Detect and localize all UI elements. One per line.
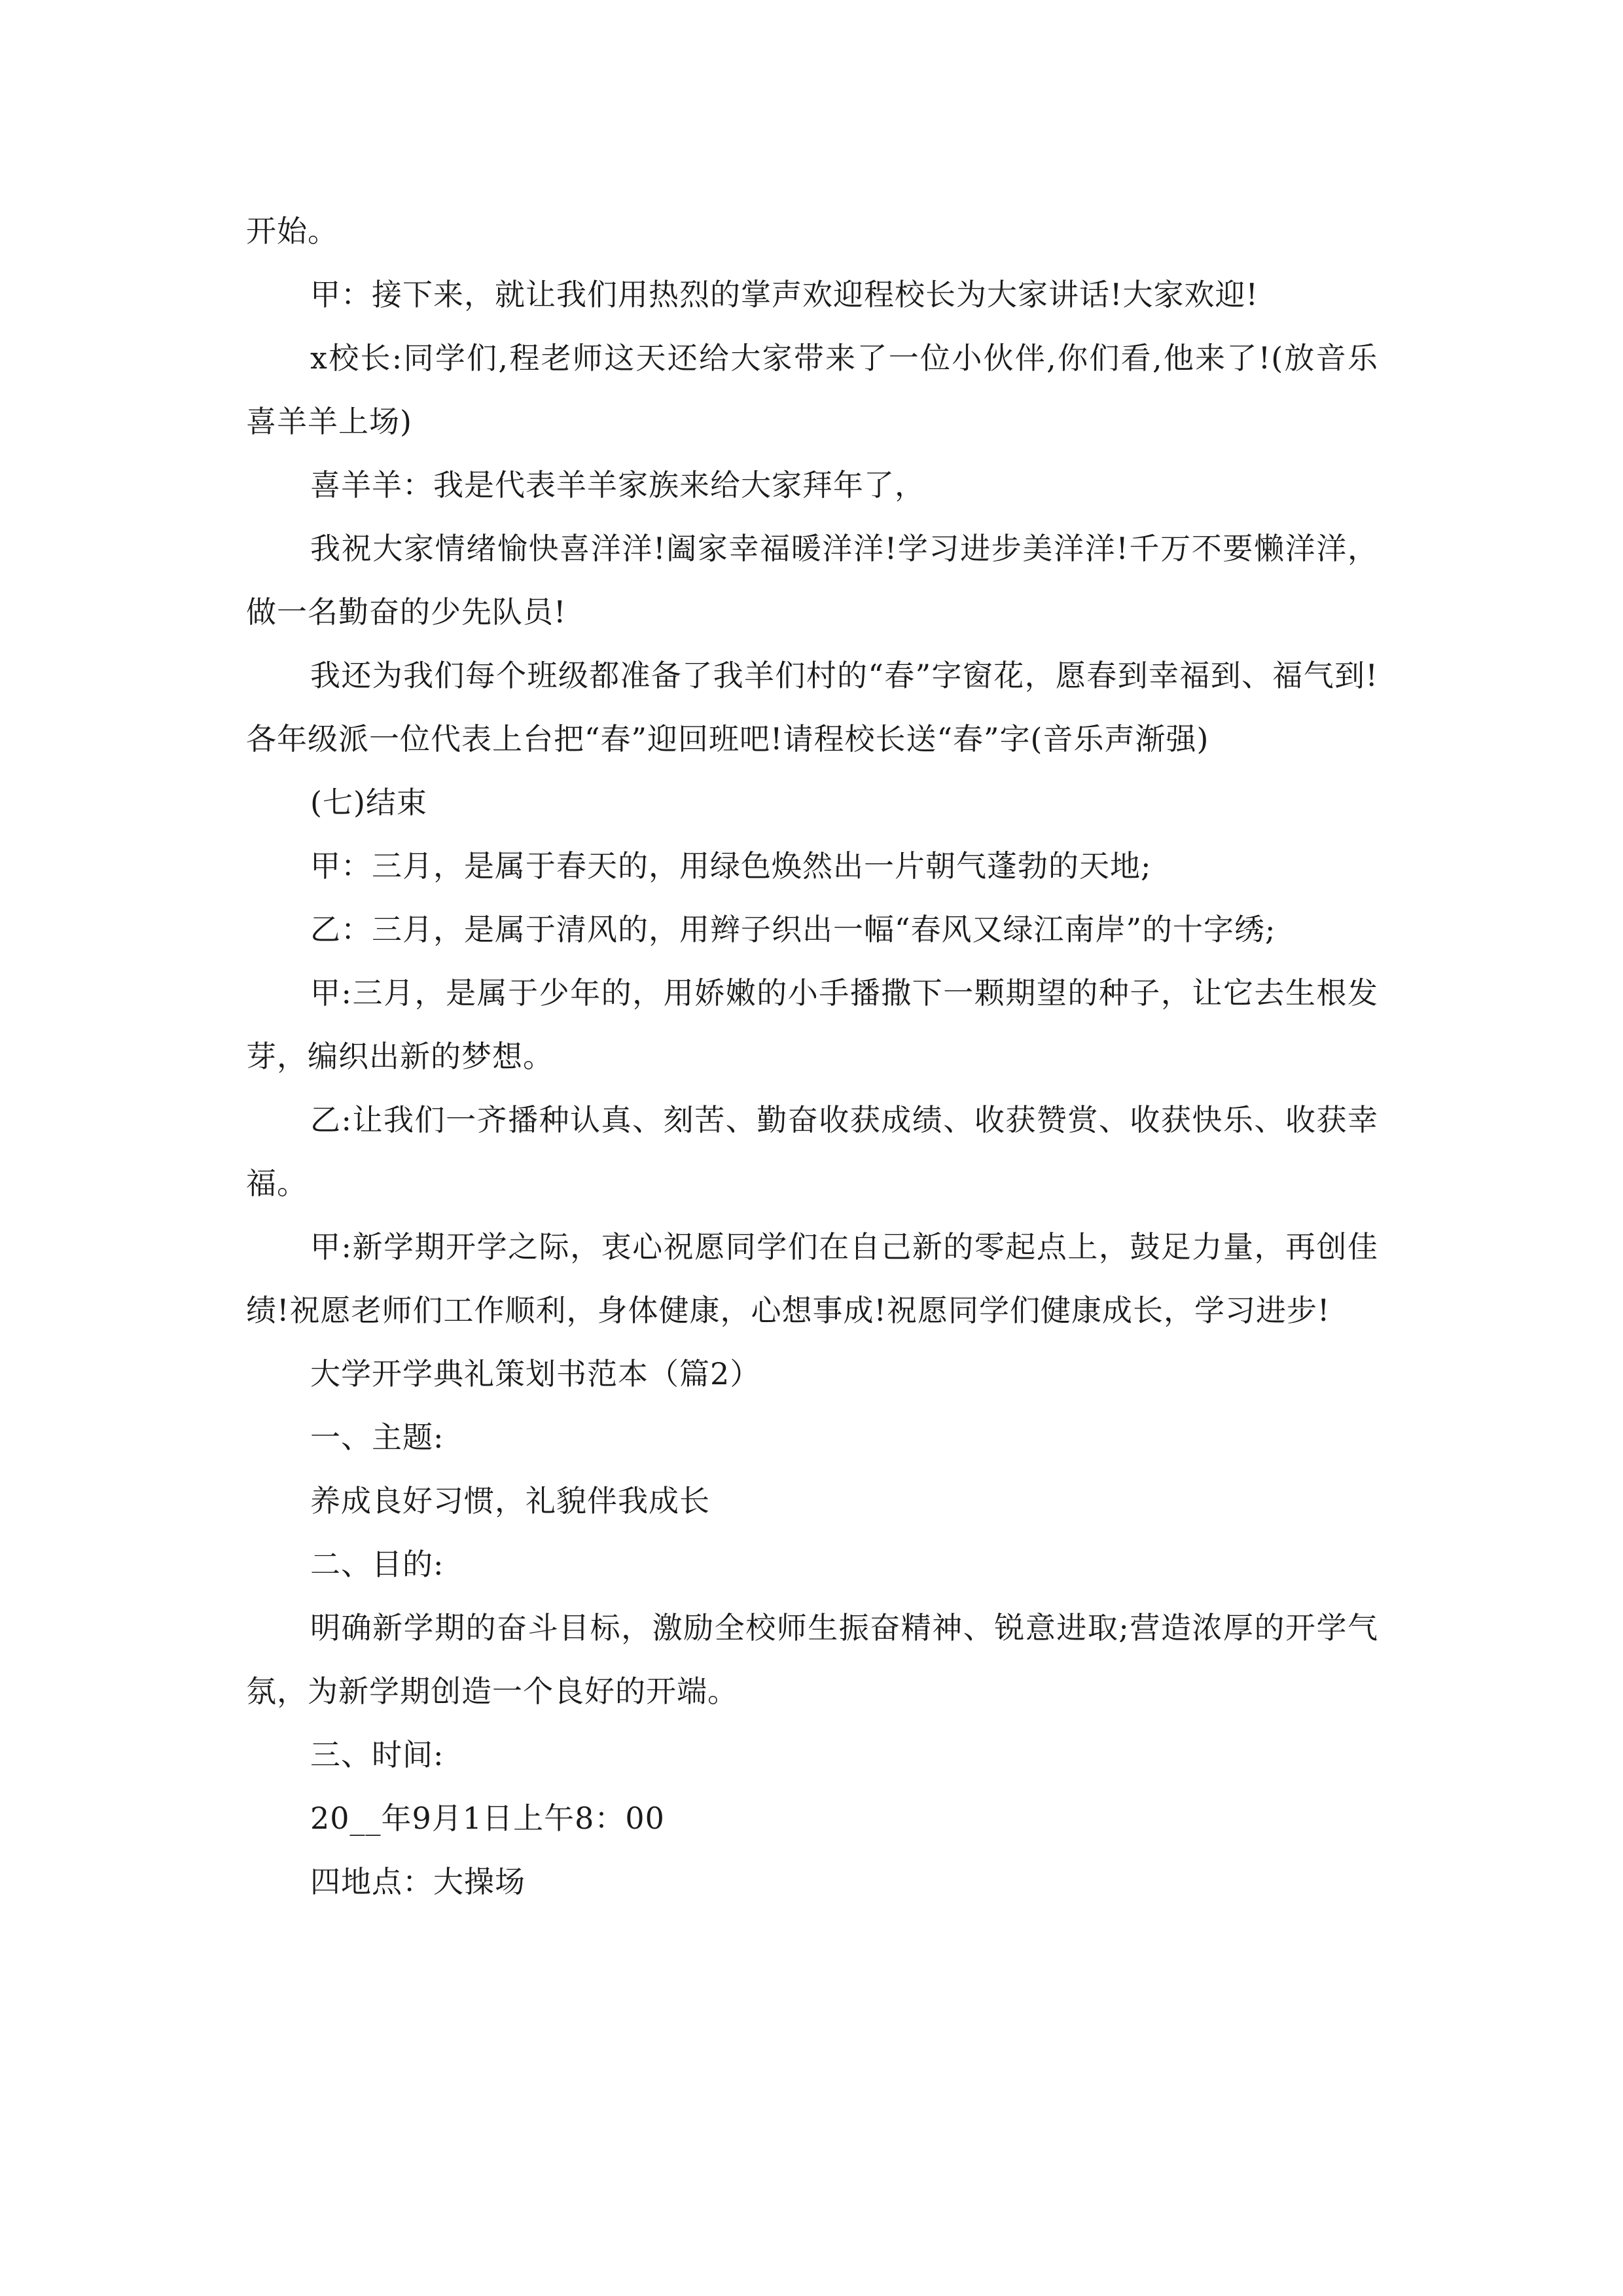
paragraph: 甲:新学期开学之际，衷心祝愿同学们在自己新的零起点上，鼓足力量，再创佳绩!祝愿老师们工作顺利，身体健康，心想事成!祝愿同学们健康成长，学习进步! xyxy=(246,1229,1378,1328)
document-title: 大学开学典礼策划书范本（篇2） xyxy=(310,1356,761,1391)
section-heading: 三、时间: xyxy=(310,1737,444,1772)
paragraph: 20__年9月1日上午8：00 xyxy=(310,1801,665,1836)
paragraph: 四地点：大操场 xyxy=(310,1864,526,1899)
paragraph: 甲：接下来，就让我们用热烈的掌声欢迎程校长为大家讲话!大家欢迎! xyxy=(310,277,1258,312)
paragraph: x校长:同学们,程老师这天还给大家带来了一位小伙伴,你们看,他来了!(放音乐喜羊羊上场) xyxy=(246,340,1378,439)
paragraph: 开始。 xyxy=(246,213,338,249)
paragraph: 喜羊羊：我是代表羊羊家族来给大家拜年了， xyxy=(310,467,925,503)
paragraph: 我还为我们每个班级都准备了我羊们村的“春”字窗花，愿春到幸福到、福气到!各年级派一位代表上台把“春”迎回班吧!请程校长送“春”字(音乐声渐强) xyxy=(246,658,1378,757)
paragraph: 甲:三月，是属于少年的，用娇嫩的小手播撒下一颗期望的种子，让它去生根发芽，编织出新的梦想。 xyxy=(246,975,1378,1074)
paragraph: 我祝大家情绪愉快喜洋洋!阖家幸福暖洋洋!学习进步美洋洋!千万不要懒洋洋，做一名勤奋的少先队员! xyxy=(246,531,1378,630)
paragraph: 乙:让我们一齐播种认真、刻苦、勤奋收获成绩、收获赞赏、收获快乐、收获幸福。 xyxy=(246,1102,1378,1201)
paragraph: 养成良好习惯，礼貌伴我成长 xyxy=(310,1483,710,1518)
section-heading: 二、目的: xyxy=(310,1547,444,1582)
paragraph: 甲：三月，是属于春天的，用绿色焕然出一片朝气蓬勃的天地; xyxy=(310,848,1152,884)
document-body xyxy=(246,200,1378,1914)
paragraph: 明确新学期的奋斗目标，激励全校师生振奋精神、锐意进取;营造浓厚的开学气氛，为新学期创造一个良好的开端。 xyxy=(246,1610,1378,1709)
section-heading: (七)结束 xyxy=(310,785,427,820)
section-heading: 一、主题: xyxy=(310,1420,444,1455)
paragraph: 乙：三月，是属于清风的，用辫子织出一幅“春风又绿江南岸”的十字绣; xyxy=(310,912,1276,947)
